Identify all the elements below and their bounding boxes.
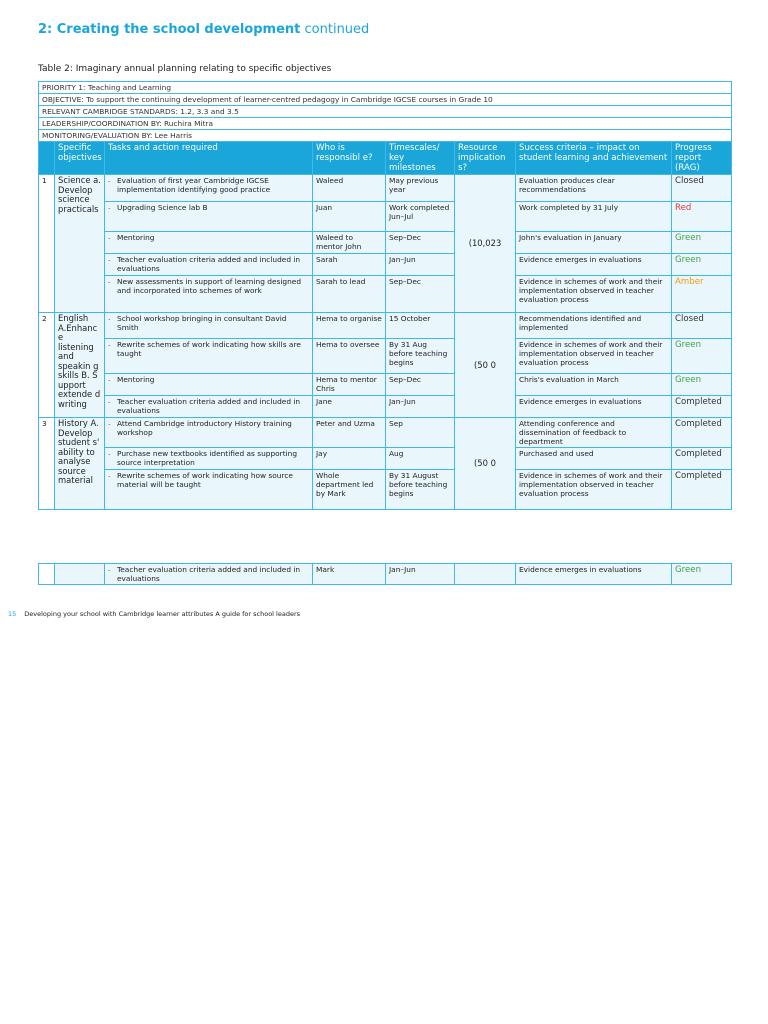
responsible-cell: Jane: [313, 396, 386, 418]
success-cell: Chris's evaluation in March: [516, 374, 672, 396]
info-cell: LEADERSHIP/COORDINATION BY: Ruchira Mitra: [39, 118, 732, 130]
table-row: [39, 232, 732, 254]
header-row: [39, 142, 732, 175]
info-row: [39, 82, 732, 94]
timescale-cell: Sep–Dec: [386, 276, 455, 313]
timescale-cell: 15 October: [386, 313, 455, 339]
table-caption: Table 2: Imaginary annual planning relating to specific objectives: [38, 64, 332, 74]
task-cell: . Mentoring: [105, 232, 313, 254]
column-header: Progress report (RAG): [672, 142, 732, 175]
rag-cell: Green: [672, 339, 732, 374]
success-cell: Evidence in schemes of work and their implementation observed in teacher evaluation process: [516, 339, 672, 374]
rag-cell: Completed: [672, 470, 732, 510]
objective-cell: Science a. Develop science practicals: [55, 175, 105, 313]
page-title-continued: continued: [304, 22, 370, 37]
page-title: [38, 22, 369, 37]
continuation-table: [38, 563, 732, 585]
table-row: [39, 175, 732, 202]
rag-cell: Completed: [672, 418, 732, 448]
task-cell: . Attend Cambridge introductory History training workshop: [105, 418, 313, 448]
footer-text: Developing your school with Cambridge learner attributes A guide for school leaders: [24, 610, 301, 618]
rag-cell: Green: [672, 374, 732, 396]
rag-cell: Amber: [672, 276, 732, 313]
table-row: [39, 396, 732, 418]
page-number: 15: [8, 610, 17, 618]
table-row: [39, 448, 732, 470]
table-row: [39, 254, 732, 276]
task-cell: . New assessments in support of learning designed and incorporated into schemes of work: [105, 276, 313, 313]
task-cell: . Teacher evaluation criteria added and included in evaluations: [105, 254, 313, 276]
column-header: Specific objectives: [55, 142, 105, 175]
task-cell: . Rewrite schemes of work indicating how source material will be taught: [105, 470, 313, 510]
success-cell: Purchased and used: [516, 448, 672, 470]
responsible-cell: Sarah: [313, 254, 386, 276]
table-row: [39, 313, 732, 339]
table-row: [39, 470, 732, 510]
footer: [8, 610, 300, 618]
timescale-cell: Sep: [386, 418, 455, 448]
success-cell: Work completed by 31 July: [516, 202, 672, 232]
objective-cell: [55, 564, 105, 585]
info-cell: MONITORING/EVALUATION BY: Lee Harris: [39, 130, 732, 142]
success-cell: Evidence emerges in evaluations: [516, 396, 672, 418]
success-cell: Evidence in schemes of work and their implementation observed in teacher evaluation process: [516, 276, 672, 313]
number-cell: [39, 564, 55, 585]
task-cell: . Purchase new textbooks identified as supporting source interpretation: [105, 448, 313, 470]
task-cell: . Teacher evaluation criteria added and included in evaluations: [105, 396, 313, 418]
info-row: [39, 118, 732, 130]
success-cell: Evaluation produces clear recommendations: [516, 175, 672, 202]
rag-cell: Closed: [672, 175, 732, 202]
timescale-cell: May previous year: [386, 175, 455, 202]
info-cell: RELEVANT CAMBRIDGE STANDARDS: 1.2, 3.3 and 3.5: [39, 106, 732, 118]
column-header: Tasks and action required: [105, 142, 313, 175]
timescale-cell: Sep–Dec: [386, 232, 455, 254]
task-cell: . Evaluation of first year Cambridge IGCSE implementation identifying good practice: [105, 175, 313, 202]
info-cell: OBJECTIVE: To support the continuing development of learner-centred pedagogy in Cambridge IGCSE courses in Grade 10: [39, 94, 732, 106]
column-header: Timescales/ key milestones: [386, 142, 455, 175]
page-title-bold: 2: Creating the school development: [38, 22, 301, 37]
responsible-cell: Juan: [313, 202, 386, 232]
rag-cell: Completed: [672, 396, 732, 418]
timescale-cell: Jan–Jun: [386, 396, 455, 418]
rag-cell: Closed: [672, 313, 732, 339]
task-cell: . Mentoring: [105, 374, 313, 396]
responsible-cell: Hema to mentor Chris: [313, 374, 386, 396]
resource-cell: (50 0: [455, 313, 516, 418]
timescale-cell: By 31 Aug before teaching begins: [386, 339, 455, 374]
success-cell: Recommendations identified and implemented: [516, 313, 672, 339]
resource-cell: (50 0: [455, 418, 516, 510]
number-cell: 2: [39, 313, 55, 418]
rag-cell: Green: [672, 564, 732, 585]
info-row: [39, 94, 732, 106]
timescale-cell: Work completed Jun–Jul: [386, 202, 455, 232]
task-cell: . School workshop bringing in consultant David Smith: [105, 313, 313, 339]
responsible-cell: Whole department led by Mark: [313, 470, 386, 510]
responsible-cell: Waleed to mentor John: [313, 232, 386, 254]
info-cell: PRIORITY 1: Teaching and Learning: [39, 82, 732, 94]
rag-cell: Green: [672, 232, 732, 254]
column-header: Who is responsibl e?: [313, 142, 386, 175]
objective-cell: History A. Develop student s' ability to analyse source material: [55, 418, 105, 510]
responsible-cell: Waleed: [313, 175, 386, 202]
table-row: [39, 339, 732, 374]
responsible-cell: Hema to oversee: [313, 339, 386, 374]
timescale-cell: Sep–Dec: [386, 374, 455, 396]
info-row: [39, 106, 732, 118]
task-cell: . Upgrading Science lab B: [105, 202, 313, 232]
rag-cell: Completed: [672, 448, 732, 470]
rag-cell: Red: [672, 202, 732, 232]
success-cell: Evidence emerges in evaluations: [516, 564, 672, 585]
success-cell: John's evaluation in January: [516, 232, 672, 254]
timescale-cell: Jan–Jun: [386, 254, 455, 276]
column-header: Success criteria – impact on student learning and achievement: [516, 142, 672, 175]
task-cell: . Teacher evaluation criteria added and included in evaluations: [105, 564, 313, 585]
timescale-cell: Jan–Jun: [386, 564, 455, 585]
objective-cell: English A.Enhanc e listening and speakin g skills B. S upport extende d writing: [55, 313, 105, 418]
table-row: [39, 202, 732, 232]
success-cell: Attending conference and dissemination of feedback to department: [516, 418, 672, 448]
responsible-cell: Hema to organise: [313, 313, 386, 339]
responsible-cell: Mark: [313, 564, 386, 585]
responsible-cell: Sarah to lead: [313, 276, 386, 313]
planning-table: [38, 81, 732, 510]
success-cell: Evidence emerges in evaluations: [516, 254, 672, 276]
timescale-cell: Aug: [386, 448, 455, 470]
header-cell-num: [39, 142, 55, 175]
info-row: [39, 130, 732, 142]
table-row: [39, 374, 732, 396]
number-cell: 1: [39, 175, 55, 313]
table-row: [39, 564, 732, 585]
table-row: [39, 276, 732, 313]
number-cell: 3: [39, 418, 55, 510]
table-row: [39, 418, 732, 448]
column-header: Resource implication s?: [455, 142, 516, 175]
resource-cell: [455, 564, 516, 585]
responsible-cell: Peter and Uzma: [313, 418, 386, 448]
resource-cell: (10,023: [455, 175, 516, 313]
success-cell: Evidence in schemes of work and their implementation observed in teacher evaluation process: [516, 470, 672, 510]
rag-cell: Green: [672, 254, 732, 276]
timescale-cell: By 31 August before teaching begins: [386, 470, 455, 510]
task-cell: . Rewrite schemes of work indicating how skills are taught: [105, 339, 313, 374]
responsible-cell: Jay: [313, 448, 386, 470]
